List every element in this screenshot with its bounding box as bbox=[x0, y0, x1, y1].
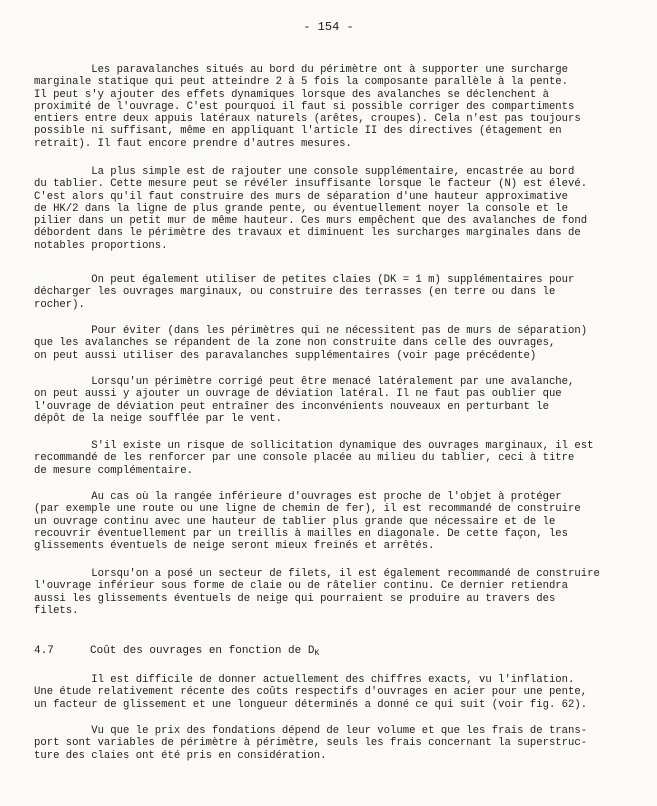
section-number: 4.7 bbox=[34, 645, 54, 657]
section-title-subscript: K bbox=[314, 649, 320, 658]
paragraph-superstructure-costs: Vu que le prix des fondations dépend de leur volume et que les frais de trans- port sont variables de périmètre à périmètre, seuls les frais concernant la superstruc- ture des claies ont été pris en considération. bbox=[34, 725, 588, 762]
paragraph-net-sector: Lorsqu'on a posé un secteur de filets, il est également recommandé de construire l'ouvrage inférieur sous forme de claie ou de râtelier continu. Ce dernier retiendra aussi les glissements éventuels de neige qui pourraient se produire au travers des filets. bbox=[34, 568, 600, 617]
paragraph-small-racks: On peut également utiliser de petites claies (DK = 1 m) supplémentaires pour décharger les ouvrages marginaux, ou construire des terrasses (en terre ou dans le rocher). bbox=[34, 274, 575, 311]
paragraph-edge-loads: Les paravalanches situés au bord du périmètre ont à supporter une surcharge marginale statique qui peut atteindre 2 à 5 fois la composante parallèle à la pente. Il peut s'y ajouter des effets dynamiques lorsque des avalanches se déclenchent à proximité de l'ouvrage. C'est pourquoi il faut si possible corriger des compartiments entiers entre deux appuis latéraux naturels (arêtes, croupes). Cela n'est pas toujours possible ni suffisant, même en appliquant l'article II des directives (étagement en retrait). Il faut encore prendre d'autres mesures. bbox=[34, 64, 581, 150]
section-title bbox=[90, 645, 319, 658]
paragraph-continuous-structure: Au cas où la rangée inférieure d'ouvrages est proche de l'objet à protéger (par exemple une route ou une ligne de chemin de fer), il est recommandé de construire un ouvrage continu avec une hauteur de tablier plus grande que nécessaire et de le recouvrir éventuellement par un treillis à mailles en diagonale. De cette façon, les glissements éventuels de neige seront mieux freinés et arrêtés. bbox=[34, 491, 581, 553]
paragraph-dynamic-loading: S'il existe un risque de sollicitation dynamique des ouvrages marginaux, il est recommandé de les renforcer par une console placée au milieu du tablier, ceci à titre de mesure complémentaire. bbox=[34, 440, 594, 477]
page-number: - 154 - bbox=[303, 20, 354, 34]
paragraph-additional-console: La plus simple est de rajouter une console supplémentaire, encastrée au bord du tablier. Cette mesure peut se révéler insuffisante lorsque le facteur (N) est élevé. C'est alors qu'il faut construire des murs de séparation d'une hauteur approximative de HK/2 dans la ligne de plus grande pente, ou éventuellement noyer la console et le pilier dans un petit mur de même hauteur. Ces murs empêchent que des avalanches de fond débordent dans le périmètre des travaux et diminuent les surcharges marginales dans de notables proportions. bbox=[34, 166, 588, 252]
paragraph-cost-inflation: Il est difficile de donner actuellement des chiffres exacts, vu l'inflation. Une étude relativement récente des coûts respectifs d'ouvrages en acier pour une pente, un facteur de glissement et une longueur déterminés a donné ce qui suit (voir fig. 62). bbox=[34, 674, 588, 711]
paragraph-deflection-structure: Lorsqu'un périmètre corrigé peut être menacé latéralement par une avalanche, on peut aussi y ajouter un ouvrage de déviation latéral. Il ne faut pas oublier que l'ouvrage de déviation peut entraîner des inconvénients nouveaux en perturbant le dépôt de la neige soufflée par le vent. bbox=[34, 376, 575, 425]
section-title-text: Coût des ouvrages en fonction de D bbox=[90, 645, 315, 657]
paragraph-extra-barriers: Pour éviter (dans les périmètres qui ne nécessitent pas de murs de séparation) que les avalanches se répandent de la zone non construite dans celle des ouvrages, on peut aussi utiliser des paravalanches supplémentaires (voir page précédente) bbox=[34, 325, 588, 362]
